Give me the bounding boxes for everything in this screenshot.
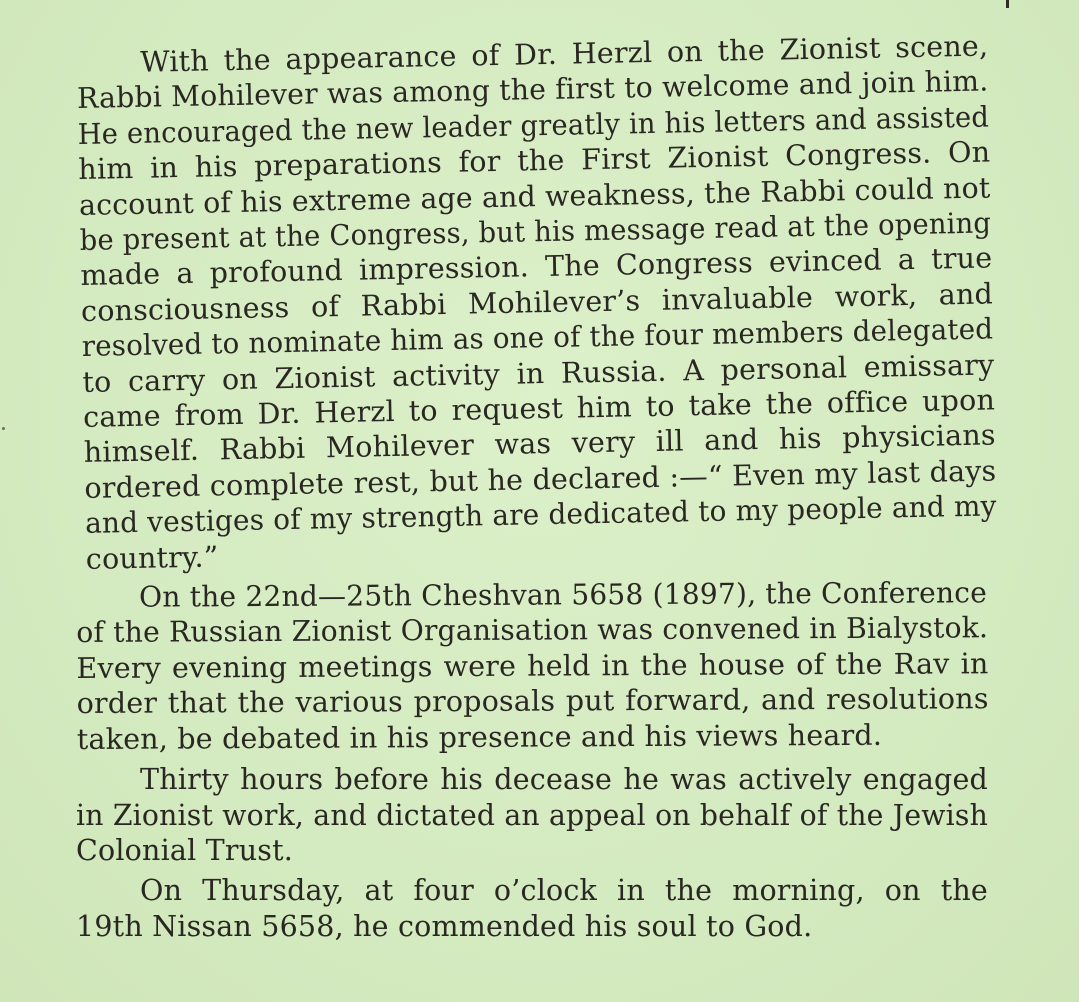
text-line: to carry on Zionist activity in Russia. A personal emissary [82, 348, 995, 399]
text-line: On the 22nd—25th Cheshvan 5658 (1897), the Conference [139, 576, 988, 614]
text-line: account of his extreme age and weakness, the Rabbi could not [78, 171, 991, 222]
text-line: consciousness of Rabbi Mohilever’s invaluable work, and [80, 277, 994, 328]
paragraph-herzl [76, 28, 998, 577]
text-line: himself. Rabbi Mohilever was very ill and his physicians [83, 418, 996, 470]
text-line: order that the various proposals put forward, and resolutions [76, 682, 989, 721]
text-line: Rabbi Mohilever was among the first to welcome and join him. [76, 64, 989, 116]
page-edge-mark [1006, 0, 1009, 8]
text-line: of the Russian Zionist Organisation was convened in Bialystok. [76, 611, 989, 650]
text-line: On Thursday, at four o’clock in the morning, on the [140, 874, 988, 908]
paragraph-death [76, 873, 988, 944]
text-line: He encouraged the new leader greatly in his letters and assisted [77, 100, 990, 151]
text-line: taken, be debated in his presence and his views heard. [76, 718, 883, 756]
text-line: Every evening meetings were held in the house of the Rav in [76, 647, 989, 685]
text-line: country.” [85, 540, 219, 576]
text-line: made a profound impression. The Congress evinced a true [80, 241, 993, 293]
text-line: him in his preparations for the First Zionist Congress. On [78, 135, 991, 187]
text-line: in Zionist work, and dictated an appeal on behalf of the Jewish [76, 798, 989, 832]
text-line: Thirty hours before his decease he was actively engaged [140, 763, 988, 797]
body-text [76, 29, 997, 944]
paragraph-conference [76, 575, 989, 757]
text-line: With the appearance of Dr. Herzl on the Zionist scene, [140, 29, 989, 79]
text-line: came from Dr. Herzl to request him to take the office upon [82, 383, 996, 434]
paragraph-final-work [76, 762, 988, 868]
text-line: 19th Nissan 5658, he commended his soul to God. [76, 909, 813, 943]
text-line: and vestiges of my strength are dedicated to my people and my [84, 489, 997, 541]
text-line: ordered complete rest, but he declared :—“ Even my last days [84, 454, 997, 505]
text-line: resolved to nominate him as one of the four members delegated [81, 312, 994, 364]
text-line: be present at the Congress, but his message read at the opening [79, 206, 992, 257]
paper-speck [2, 427, 5, 430]
text-line: Colonial Trust. [76, 833, 294, 867]
